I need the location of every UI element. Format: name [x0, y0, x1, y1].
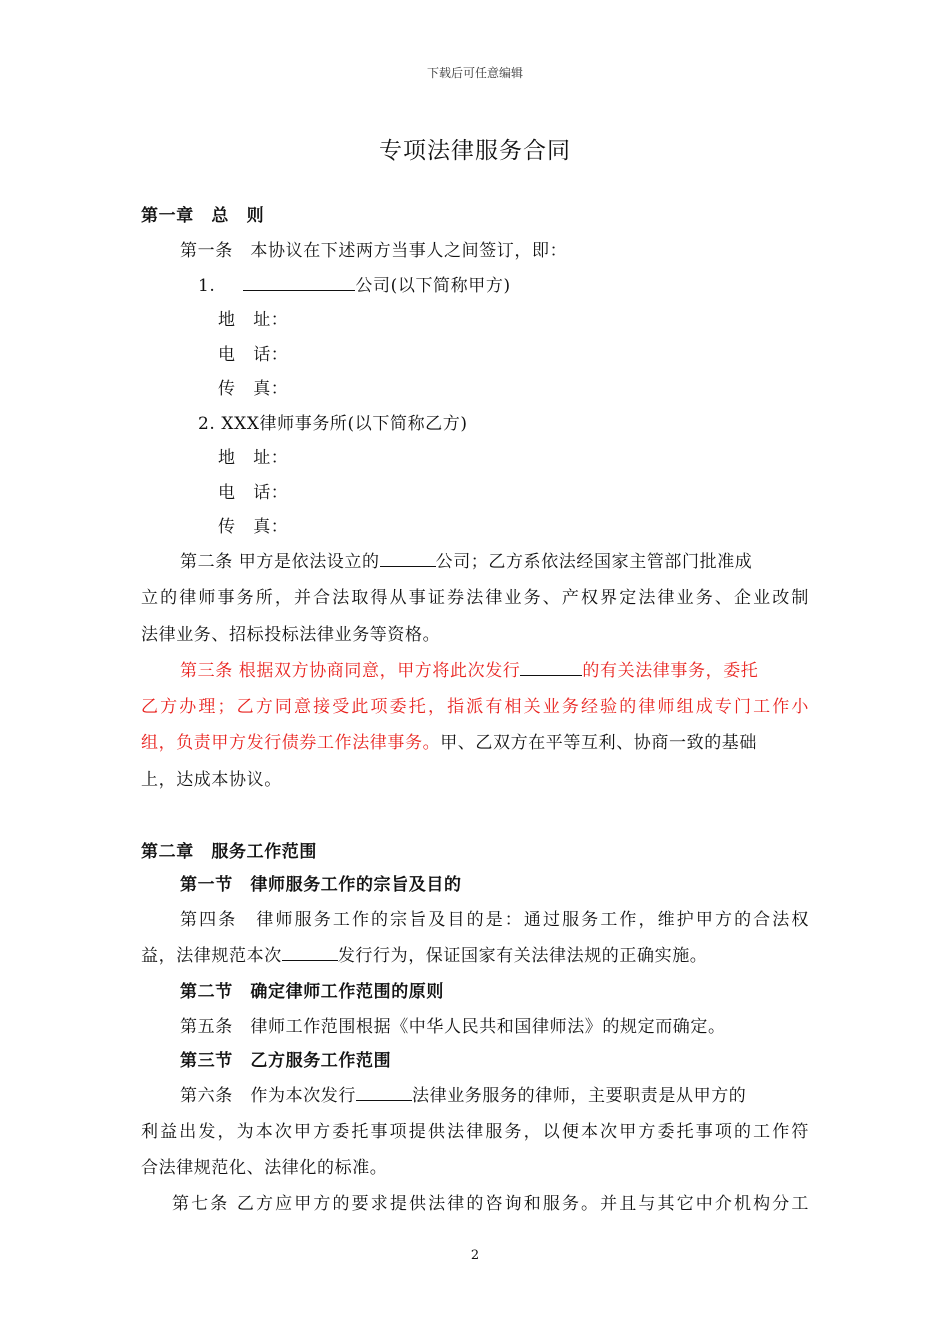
chapter-2-heading: 第二章 服务工作范围 — [141, 842, 317, 862]
party-a-number: 1. — [198, 276, 216, 296]
section-2-heading: 第二节 确定律师工作范围的原则 — [180, 982, 444, 1002]
article-2-text-a: 第二条 甲方是依法设立的 — [180, 552, 380, 572]
article-6-line-1 — [180, 1081, 746, 1106]
article-4-blank — [282, 946, 338, 961]
article-4-line-1: 第四条 律师服务工作的宗旨及目的是：通过服务工作，维护甲方的合法权 — [180, 910, 809, 930]
section-1-heading: 第一节 律师服务工作的宗旨及目的 — [180, 875, 462, 895]
article-6-blank — [356, 1086, 412, 1101]
party-a-address: 地 址： — [218, 310, 289, 330]
article-6-line-3: 合法律规范化、法律化的标准。 — [141, 1158, 388, 1178]
header-note: 下载后可任意编辑 — [426, 66, 523, 80]
article-7-line-1: 第七条 乙方应甲方的要求提供法律的咨询和服务。并且与其它中介机构分工 — [172, 1194, 809, 1214]
party-b-phone: 电 话： — [218, 483, 289, 503]
article-5: 第五条 律师工作范围根据《中华人民共和国律师法》的规定而确定。 — [180, 1017, 726, 1037]
article-3-text-black: 甲、乙双方在平等互利、协商一致的基础 — [440, 733, 758, 753]
section-3-heading: 第三节 乙方服务工作范围 — [180, 1051, 392, 1071]
article-6-text-b: 法律业务服务的律师，主要职责是从甲方的 — [412, 1086, 747, 1106]
article-3-line-4: 上，达成本协议。 — [141, 770, 282, 790]
party-b-line: 2. XXX律师事务所(以下简称乙方) — [198, 414, 468, 434]
party-b-address: 地 址： — [218, 448, 289, 468]
party-a-line — [198, 271, 511, 296]
party-a-blank — [243, 276, 355, 291]
article-3-text-b: 的有关法律事务，委托 — [582, 661, 759, 681]
article-3-text-a: 第三条 根据双方协商同意，甲方将此次发行 — [180, 661, 521, 681]
page-number: 2 — [470, 1248, 480, 1263]
article-2-line-3: 法律业务、招标投标法律业务等资格。 — [141, 625, 441, 645]
chapter-1-heading: 第一章 总 则 — [141, 206, 265, 226]
article-3-line-2: 乙方办理；乙方同意接受此项委托，指派有相关业务经验的律师组成专门工作小 — [141, 697, 809, 717]
party-a-fax: 传 真： — [218, 379, 289, 399]
article-3-text-red: 组，负责甲方发行债券工作法律事务。 — [141, 733, 441, 753]
article-2-line-1 — [180, 547, 752, 572]
article-3-line-1 — [180, 656, 758, 681]
article-6-line-2: 利益出发，为本次甲方委托事项提供法律服务，以便本次甲方委托事项的工作符 — [141, 1122, 809, 1142]
article-2-blank — [380, 552, 436, 567]
article-1: 第一条 本协议在下述两方当事人之间签订，即： — [180, 241, 568, 261]
party-a-text: 公司(以下简称甲方) — [355, 276, 511, 296]
article-2-text-b: 公司；乙方系依法经国家主管部门批准成 — [435, 552, 753, 572]
article-3-blank — [520, 661, 582, 676]
article-4-line-2 — [141, 941, 707, 966]
article-4-text-b: 发行行为，保证国家有关法律法规的正确实施。 — [337, 946, 708, 966]
article-4-text-a: 益，法律规范本次 — [141, 946, 282, 966]
article-6-text-a: 第六条 作为本次发行 — [180, 1086, 356, 1106]
article-2-line-2: 立的律师事务所，并合法取得从事证券法律业务、产权界定法律业务、企业改制 — [141, 588, 809, 608]
party-a-phone: 电 话： — [218, 345, 289, 365]
article-3-line-3 — [141, 728, 757, 753]
document-title: 专项法律服务合同 — [379, 138, 571, 164]
party-b-fax: 传 真： — [218, 517, 289, 537]
